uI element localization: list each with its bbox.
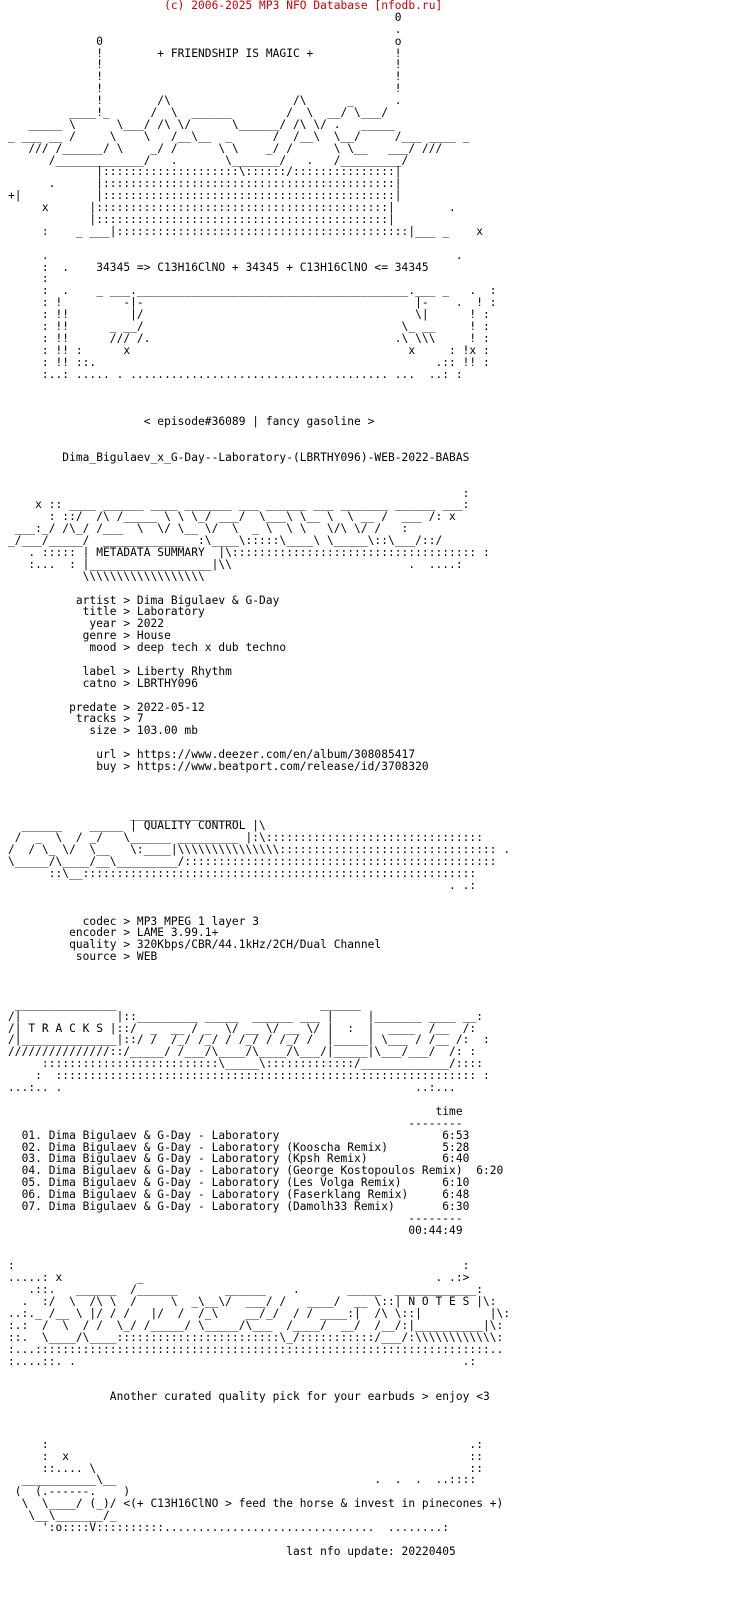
nfo-line (8, 1534, 510, 1546)
nfo-line: :... : |__________________|\\ . ....: (8, 557, 463, 571)
nfo-line: :..: ..... . ...................................... ... ..: : (8, 367, 463, 381)
nfo-line: ___________\__ . . . ..:::: (8, 1473, 477, 1487)
nfo-line: ::.... \ :: (8, 1461, 483, 1475)
nfo-line: genre > House (8, 629, 171, 643)
nfo-line (8, 904, 510, 916)
nfo-text-block (8, 0, 510, 1558)
nfo-line: _ ___ __ / \ \ /__\__ _ / /__\ \__/ /___ ____ _ (8, 129, 470, 143)
nfo-line: < episode#36089 | fancy gasoline > (8, 415, 375, 429)
nfo-line: ( (.------. ) (8, 1485, 131, 1499)
nfo-line: 01. Dima Bigulaev & G-Day - Laboratory 6:53 (8, 1128, 470, 1142)
nfo-line: 00:44:49 (8, 1223, 463, 1237)
nfo-line: : _ ___|:::::::::::::::::::::::::::::::::::::::::::|___ _ x (8, 224, 483, 238)
nfo-line: ____!_ / \ ______ / \ __/ \___/ (8, 106, 388, 120)
nfo-line: /// /______/ \ _/ / \ \ _/ / \ \__ ___/ /// (8, 141, 443, 155)
nfo-line: ! /\ /\ _ . (8, 94, 402, 108)
nfo-line (8, 1403, 510, 1415)
nfo-line: \__\_______/_ (8, 1509, 117, 1523)
nfo-line: tracks > 7 (8, 712, 144, 726)
nfo-line: : !! _ __/ \_ __ ! : (8, 320, 490, 334)
nfo-line: . . (8, 248, 463, 262)
nfo-line: . .: (8, 878, 477, 892)
nfo-line: ! ! (8, 82, 402, 96)
nfo-line (8, 238, 510, 250)
nfo-line: ':o::::V::::::::::............................... ........: (8, 1521, 450, 1534)
nfo-line: /|______________|::/ / /_/ /_/ / /_/ / /_/ / |_____| \___ / /__ /: : (8, 1033, 490, 1047)
nfo-line: /| |::_________ _____ ______ ___ | |_______ ____ __: (8, 1009, 483, 1023)
nfo-line: 06. Dima Bigulaev & G-Day - Laboratory (Faserklang Remix) 6:48 (8, 1188, 470, 1202)
nfo-line: : (8, 486, 470, 500)
nfo-line: :.: / \ / / \_/ /_____/ \_____/\___ /____/ __/ /__/:|__________|\: (8, 1318, 504, 1332)
nfo-line: Another curated quality pick for your earbuds > enjoy <3 (8, 1390, 490, 1404)
nfo-line: ..:._ /__ \ |/ / / |/ / /_\ __/_/ / / ____:| /\ \::| |\: (8, 1306, 511, 1320)
nfo-line: ___:_/ /\_/ /___ \ \/ \__ \/ \ _ \ \ \ \/\ \/ / : (8, 522, 409, 536)
nfo-line: 04. Dima Bigulaev & G-Day - Laboratory (George Kostopoulos Remix) 6:20 (8, 1164, 504, 1178)
nfo-line: .....: x _ . .:> (8, 1271, 470, 1285)
nfo-line (8, 583, 510, 595)
nfo-line: / / \_ \/ \__ \:____|\\\\\\\\\\\\\\\:::::::::::::::::::::::::::::::: . (8, 843, 511, 857)
nfo-line: ! ! (8, 70, 402, 84)
nfo-line: -------- (8, 1116, 463, 1130)
nfo-line: :...:::::::::::::::::::::::::::::::::::::::::::::::::::::::::::::::::::.. (8, 1342, 504, 1356)
nfo-line: time (8, 1104, 463, 1118)
nfo-line: encoder > LAME 3.99.1+ (8, 926, 219, 940)
nfo-line: |::::::::::::::::::::\::::::/:::::::::::::::| (8, 165, 402, 179)
nfo-line: : : (8, 1259, 470, 1273)
nfo-line: _______________ ______ (8, 997, 361, 1011)
nfo-line: /_____________/ . \_______/ . /_________/ (8, 153, 409, 167)
nfo-line: artist > Dima Bigulaev & G-Day (8, 593, 280, 607)
nfo-line (8, 392, 510, 404)
nfo-line: .::. ______ /______ ______ . _____ ____________: (8, 1283, 483, 1297)
nfo-line: \_____/\____/__\_________/:::::::::::::::::::::::::::::::::::::::::::::: (8, 855, 497, 869)
nfo-line: . ::::: | METADATA SUMMARY |\:::::::::::::::::::::::::::::::::::: : (8, 545, 490, 559)
nfo-line: . (8, 22, 402, 36)
nfo-line: Dima_Bigulaev_x_G-Day--Laboratory-(LBRTHY096)-WEB-2022-BABAS (8, 450, 470, 464)
nfo-line (8, 464, 510, 476)
nfo-line: : (8, 272, 49, 286)
nfo-line: |:::::::::::::::::::::::::::::::::::::::::::| (8, 213, 395, 227)
nfo-line (8, 797, 510, 809)
credit-line: (c) 2006-2025 MP3 NFO Database [nfodb.ru] (8, 0, 443, 12)
nfo-line: label > Liberty Rhythm (8, 664, 232, 678)
nfo-line: 03. Dima Bigulaev & G-Day - Laboratory (Kpsh Remix) 6:40 (8, 1152, 470, 1166)
nfo-line: \\\\\\\\\\\\\\\\\\ (8, 569, 205, 583)
nfo-line: . :/ \ /\ \ / \ _\__\/ ___/ / ____/ __ \::| N O T E S |\: (8, 1295, 497, 1309)
nfo-line: catno > LBRTHY096 (8, 676, 198, 690)
nfo-line: : x :: (8, 1449, 483, 1463)
nfo-line: : :::::::::::::::::::::::::::::::::::::::::::::::::::::::::::::: : (8, 1069, 490, 1083)
nfo-line: +| |:::::::::::::::::::::::::::::::::::::::::::| (8, 189, 402, 203)
nfo-line: \ \____/ (_)/ <(+ C13H16ClNO > feed the horse & invest in pinecones +) (8, 1497, 504, 1511)
nfo-line: : !! /// /. .\ \\\ ! : (8, 331, 490, 345)
nfo-line (8, 892, 510, 904)
nfo-line: _____ \ \___/ /\ \/ \______/ /\ \/ . _____ (8, 117, 395, 131)
nfo-line: url > https://www.deezer.com/en/album/308085417 (8, 748, 416, 762)
nfo-line: 05. Dima Bigulaev & G-Day - Laboratory (Les Volga Remix) 6:10 (8, 1176, 470, 1190)
nfo-line: -------- (8, 1211, 463, 1225)
nfo-line: codec > MP3 MPEG 1 layer 3 (8, 914, 260, 928)
nfo-line: mood > deep tech x dub techno (8, 641, 287, 655)
nfo-line: ...:.. . ..:... (8, 1081, 456, 1095)
nfo-line: 0 o (8, 34, 402, 48)
nfo-line: ::::::::::::::::::::::::::\_____\:::::::::::::/_____________/:::: (8, 1057, 483, 1071)
nfo-line: : !! : x x : !x : (8, 343, 490, 357)
nfo-line: :....::. . .: (8, 1354, 477, 1368)
nfo-line (8, 773, 510, 785)
nfo-line: x :: ____ ______ ____ _______ ___ ______ ___ _______ ______ ___: (8, 498, 470, 512)
nfo-line: ///////////////::/_____/ /___/\____/\____/\___/|_____|\___/___/ /: : (8, 1045, 477, 1059)
nfo-line: 07. Dima Bigulaev & G-Day - Laboratory (Damolh33 Remix) 6:30 (8, 1199, 470, 1213)
nfo-line (8, 975, 510, 987)
nfo-line: ::\__:::::::::::::::::::::::::::::::::::::::::::::::::::::::::: (8, 867, 477, 881)
nfo-line: : ::/ /\ /_____ \ \ \_/ ___/ \___\ \__ \ \ __ / ___ /: x (8, 510, 456, 524)
nfo-line (8, 963, 510, 975)
nfo-line: quality > 320Kbps/CBR/44.1kHz/2CH/Dual Channel (8, 938, 382, 952)
nfo-line: ______ _____ | QUALITY CONTROL |\ (8, 819, 266, 833)
nfo-line: : !! |/ \| ! : (8, 308, 490, 322)
nfo-line: : . 34345 => C13H16ClNO + 34345 + C13H16ClNO <= 34345 (8, 260, 429, 274)
nfo-line: x |:::::::::::::::::::::::::::::::::::::::::::| . (8, 201, 456, 215)
nfo-line: year > 2022 (8, 617, 165, 631)
nfo-line (8, 1237, 510, 1249)
nfo-line: . |:::::::::::::::::::::::::::::::::::::::::::| (8, 177, 402, 191)
nfo-line: predate > 2022-05-12 (8, 700, 205, 714)
nfo-line (8, 1427, 510, 1439)
nfo-line: 0 (8, 10, 402, 24)
nfo-line (8, 785, 510, 797)
nfo-line: ________________ (8, 807, 239, 821)
nfo-line: 02. Dima Bigulaev & G-Day - Laboratory (Kooscha Remix) 5:28 (8, 1140, 470, 1154)
nfo-line (8, 476, 510, 488)
nfo-line: : .: (8, 1437, 483, 1451)
nfo-line: : ! -|- |- . ! : (8, 296, 497, 310)
nfo-line: ::. \____/\____::::::::::::::::::::::::\_/:::::::::::/___/:\\\\\\\\\\\\: (8, 1330, 504, 1344)
nfo-line: /| T R A C K S |::/ _ __ / _ \/ __ \/ __ \/ | : | ____ /__ /: (8, 1021, 477, 1035)
nfo-line (8, 1415, 510, 1427)
nfo-line (8, 1367, 510, 1379)
nfo-line: : !! ::. .:: !! : (8, 355, 490, 369)
nfo-line (8, 690, 510, 702)
nfo-line: _/___/_____/ ____________ :\____\:::::\____\ \_____\::\___/::/ (8, 534, 443, 548)
nfo-line: title > Laboratory (8, 605, 205, 619)
nfo-line: / _ \ / _/ \______ _________ |:\:::::::::::::::::::::::::::::::: (8, 831, 483, 845)
nfo-line (8, 428, 510, 440)
nfo-line: : . _ ___.________________________________________.___ _ . : (8, 284, 497, 298)
nfo-line: buy > https://www.beatport.com/release/id/3708320 (8, 760, 429, 773)
nfo-line (8, 381, 510, 393)
nfo-line: ! + FRIENDSHIP IS MAGIC + ! (8, 46, 402, 60)
nfo-line: size > 103.00 mb (8, 724, 198, 738)
nfo-line: last nfo update: 20220405 (8, 1544, 456, 1558)
nfo-line: ! ! (8, 58, 402, 72)
nfo-line: source > WEB (8, 950, 158, 964)
